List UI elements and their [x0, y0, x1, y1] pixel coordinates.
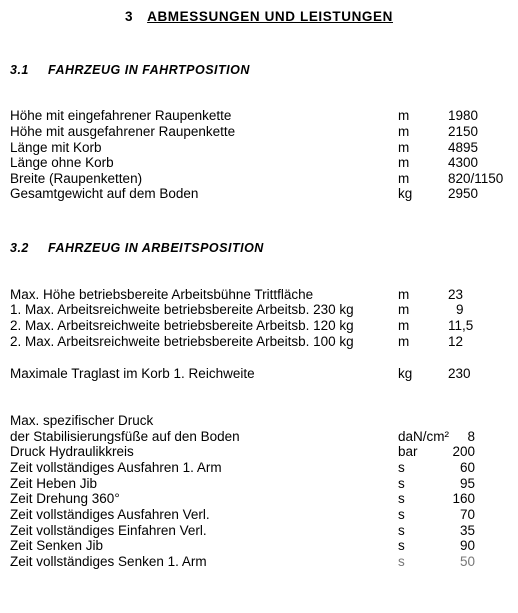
section-title: FAHRZEUG IN ARBEITSPOSITION — [48, 241, 264, 255]
row-value: 11,5 — [448, 318, 474, 333]
row-value: 8 — [467, 429, 475, 444]
row-unit: s — [398, 460, 405, 475]
table-row — [10, 302, 518, 318]
table-row — [10, 140, 518, 156]
section-heading-work — [10, 241, 264, 255]
row-label: Zeit vollständiges Ausfahren 1. Arm — [10, 460, 222, 475]
row-unit: bar — [398, 444, 418, 459]
row-unit: s — [398, 476, 405, 491]
table-row — [10, 171, 518, 187]
table-row — [10, 366, 518, 382]
row-unit: m — [398, 108, 410, 123]
row-label: Gesamtgewicht auf dem Boden — [10, 186, 199, 201]
table-row — [10, 491, 518, 507]
row-unit: kg — [398, 366, 413, 381]
row-label: Zeit vollständiges Ausfahren Verl. — [10, 507, 210, 522]
row-label: 1. Max. Arbeitsreichweite betriebsbereite Arbeitsb. 230 kg — [10, 302, 354, 317]
row-label: Zeit Senken Jib — [10, 538, 104, 553]
chapter-title: ABMESSUNGEN UND LEISTUNGEN — [147, 9, 393, 24]
row-unit: kg — [398, 186, 413, 201]
row-value: 35 — [459, 523, 475, 538]
row-label: Länge ohne Korb — [10, 155, 114, 170]
chapter-heading — [0, 9, 518, 24]
table-row — [10, 287, 518, 303]
table-row — [10, 523, 518, 539]
row-label: Zeit Heben Jib — [10, 476, 98, 491]
row-label: Zeit vollständiges Einfahren Verl. — [10, 523, 207, 538]
table-row — [10, 334, 518, 350]
table-row — [10, 429, 518, 445]
row-value: 2150 — [448, 124, 479, 139]
table-row — [10, 124, 518, 140]
table-row — [10, 460, 518, 476]
table-row — [10, 186, 518, 202]
table-row — [10, 554, 518, 570]
row-label: Länge mit Korb — [10, 140, 102, 155]
row-value: 200 — [452, 444, 475, 459]
section-heading-travel — [10, 63, 250, 77]
row-value: 160 — [452, 491, 475, 506]
row-unit: s — [398, 507, 405, 522]
row-value: 12 — [448, 334, 464, 349]
pressure-intro — [10, 413, 518, 429]
row-value: 230 — [448, 366, 471, 381]
row-unit: m — [398, 171, 410, 186]
row-value: 820/1150 — [448, 171, 504, 186]
row-label: Höhe mit ausgefahrener Raupenkette — [10, 124, 236, 139]
section-number: 3.1 — [10, 63, 29, 77]
row-unit: s — [398, 523, 405, 538]
table-row — [10, 444, 518, 460]
row-label: Breite (Raupenketten) — [10, 171, 143, 186]
row-unit: s — [398, 491, 405, 506]
row-unit: s — [398, 554, 405, 569]
row-value: 70 — [459, 507, 475, 522]
row-label: Zeit Drehung 360° — [10, 491, 120, 506]
row-label: Zeit vollständiges Senken 1. Arm — [10, 554, 207, 569]
row-value: 23 — [448, 287, 464, 302]
section-title: FAHRZEUG IN FAHRTPOSITION — [48, 63, 250, 77]
row-unit: m — [398, 302, 410, 317]
row-label: der Stabilisierungsfüße auf den Boden — [10, 429, 240, 444]
table-row — [10, 476, 518, 492]
chapter-number: 3 — [125, 9, 134, 24]
row-value: 4895 — [448, 140, 479, 155]
row-unit: m — [398, 287, 410, 302]
table-row — [10, 155, 518, 171]
row-label: Höhe mit eingefahrener Raupenkette — [10, 108, 232, 123]
row-value: 95 — [459, 476, 475, 491]
row-label: 2. Max. Arbeitsreichweite betriebsbereite Arbeitsb. 120 kg — [10, 318, 354, 333]
row-value: 1980 — [448, 108, 479, 123]
row-unit: m — [398, 124, 410, 139]
row-value: 90 — [459, 538, 475, 553]
row-unit: s — [398, 538, 405, 553]
table-row — [10, 507, 518, 523]
row-label: Max. Höhe betriebsbereite Arbeitsbühne Trittfläche — [10, 287, 314, 302]
row-label: 2. Max. Arbeitsreichweite betriebsbereite Arbeitsb. 100 kg — [10, 334, 354, 349]
row-label: Maximale Traglast im Korb 1. Reichweite — [10, 366, 255, 381]
row-value: 2950 — [448, 186, 479, 201]
row-label: Max. spezifischer Druck — [10, 413, 154, 428]
row-value: 50 — [459, 554, 475, 569]
row-unit: m — [398, 318, 410, 333]
section-number: 3.2 — [10, 241, 29, 255]
row-value: 4300 — [448, 155, 479, 170]
row-value: 60 — [459, 460, 475, 475]
table-row — [10, 108, 518, 124]
row-unit: m — [398, 334, 410, 349]
table-row — [10, 318, 518, 334]
row-unit: daN/cm² — [398, 429, 450, 444]
row-unit: m — [398, 140, 410, 155]
row-value: 9 — [456, 302, 464, 317]
row-unit: m — [398, 155, 410, 170]
table-row — [10, 538, 518, 554]
row-label: Druck Hydraulikkreis — [10, 444, 134, 459]
